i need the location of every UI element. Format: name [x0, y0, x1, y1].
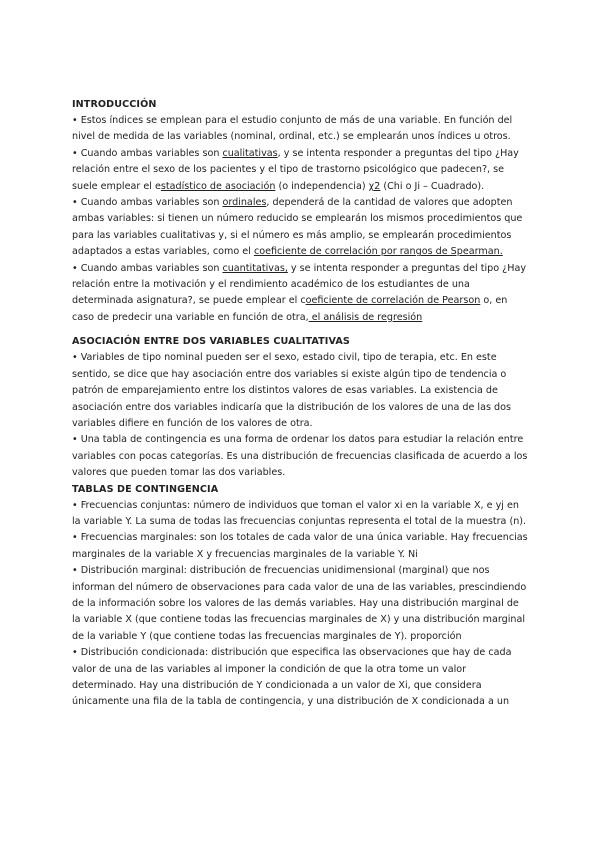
tablas-paragraph-3: • Distribución marginal: distribución de frecuencias unidimensional (marginal) que nos informan del número de observaciones para cada valor de una de las variables, prescindiendo de la información sobre los valores de las demás variables. Hay una distribución marginal de la variable X (que contiene todas las frecuencias marginales de X) y una distribución marginal de la variable Y (que contiene todas las frecuencias marginales de Y). proporción — [72, 565, 527, 642]
heading-tablas: TABLAS DE CONTINGENCIA — [72, 483, 219, 495]
link-regresion[interactable]: el análisis de regresión — [308, 311, 423, 323]
text: o, en caso de predecir una variable en función de otra, — [72, 295, 508, 323]
heading-asociacion: ASOCIACIÓN ENTRE DOS VARIABLES CUALITATIVAS — [72, 336, 350, 348]
link-pearson[interactable]: oeficiente de correlación de Pearson — [305, 295, 481, 307]
tablas-paragraph-1: • Frecuencias conjuntas: número de individuos que toman el valor xi en la variable X, e yj en la variable Y. La suma de todas las frecuencias conjuntas representa el total de la muestra (n). — [72, 499, 527, 527]
text: , dependerá de la cantidad de valores que adopten ambas variables: si tienen un número reducido se emplearán los mismos procedimientos que para las variables cualitativas y, si el número es más amplio, se emplearán procedimientos adaptados a estas variables, como el — [72, 197, 523, 258]
asociacion-paragraph-2: • Una tabla de contingencia es una forma de ordenar los datos para estudiar la relación entre variables con pocas categorías. Es una distribución de frecuencias clasificada de acuerdo a los valores que pueden tomar las dos variables. — [72, 434, 528, 479]
link-ordinales[interactable]: ordinales — [222, 197, 267, 209]
text: • Cuando ambas variables son — [72, 262, 223, 274]
text: • Cuando ambas variables son — [72, 147, 223, 159]
text: , y se intenta responder a preguntas del tipo ¿Hay relación entre el sexo de los pacientes y el tipo de trastorno psicológico que padecen?, se suele emplear el e — [72, 147, 519, 192]
intro-paragraph-4 — [72, 261, 529, 327]
link-estadistico-asociacion[interactable]: stadístico de asociación — [160, 180, 276, 192]
intro-paragraph-2 — [72, 146, 529, 195]
tablas-paragraph-2: • Frecuencias marginales: son los totales de cada valor de una única variable. Hay frecuencias marginales de la variable X y frecuencias marginales de la variable Y. Ni — [72, 532, 528, 560]
tablas-paragraph-4: • Distribución condicionada: distribución que especifica las observaciones que hay de cada valor de una de las variables al imponer la condición de que la otra tome un valor determinado. Hay una distribución de Y condicionada a un valor de Xi, que considera únicamente una fila de la tabla de contingencia, y una distribución de X condicionada a un — [72, 647, 512, 708]
text: • Cuando ambas variables son — [72, 197, 223, 209]
link-chi-cuadrado[interactable]: χ2 — [368, 180, 381, 192]
link-spearman[interactable]: coeficiente de correlación por rangos de Spearman. — [253, 246, 503, 258]
text: (o independencia) — [275, 180, 369, 192]
link-cuantitativas[interactable]: cuantitativas, — [222, 262, 288, 274]
asociacion-paragraph-1: • Variables de tipo nominal pueden ser el sexo, estado civil, tipo de terapia, etc. En este sentido, se dice que hay asociación entre dos variables si existe algún tipo de tendencia o patrón de emparejamiento entre los distintos valores de esas variables. La existencia de asociación entre dos variables indicaría que la distribución de los valores de una de las dos variables difiere en función de los valores de otra. — [72, 352, 511, 429]
intro-paragraph-1: • Estos índices se emplean para el estudio conjunto de más de una variable. En función del nivel de medida de las variables (nominal, ordinal, etc.) se emplearán unos índices u otros. — [72, 115, 513, 143]
intro-paragraph-3 — [72, 195, 529, 261]
text: y se intenta responder a preguntas del tipo ¿Hay relación entre la motivación y el rendimiento académico de los estudiantes de una determinada asignatura?, se puede emplear el c — [72, 262, 527, 307]
heading-introduccion: INTRODUCCIÓN — [72, 99, 157, 110]
link-cualitativas[interactable]: cualitativas — [222, 147, 278, 159]
text: (Chi o Ji – Cuadrado). — [380, 180, 485, 192]
